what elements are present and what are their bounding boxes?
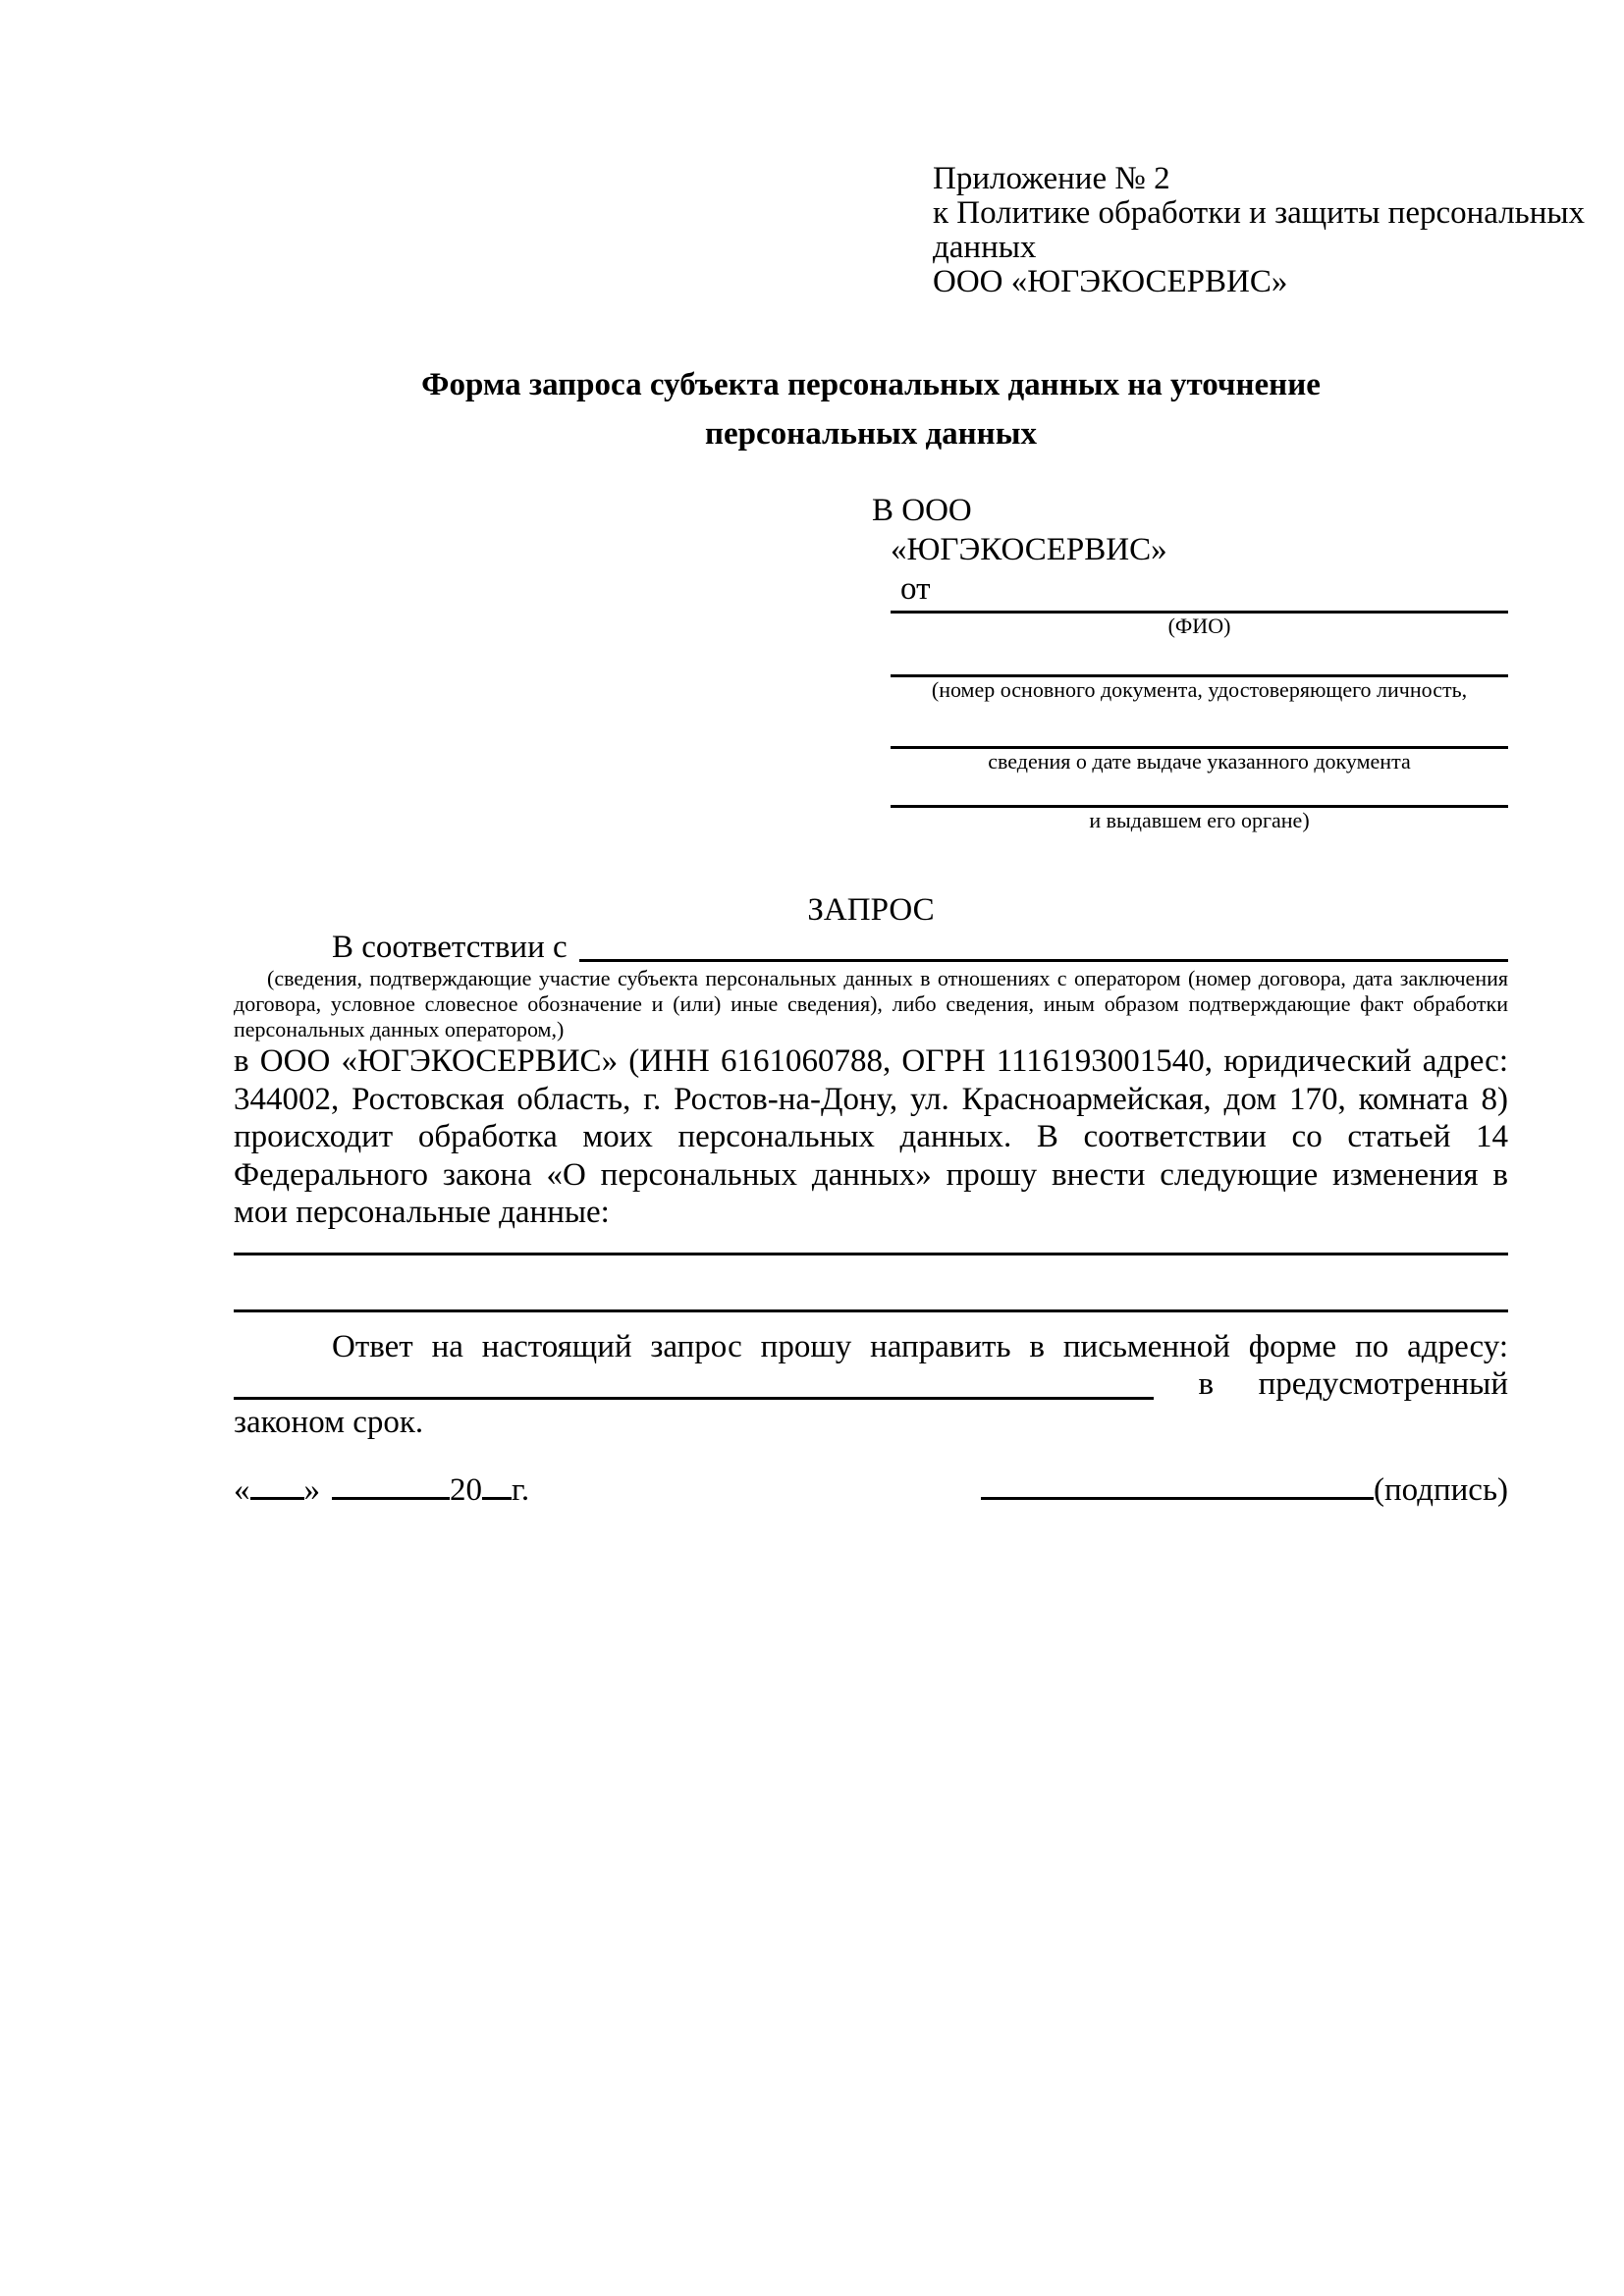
addressee-to-label: В ООО <box>872 493 972 528</box>
appendix-line-1: Приложение № 2 <box>933 161 1170 196</box>
issue-date-caption: сведения о дате выдаче указанного документа <box>988 749 1411 774</box>
date-year-suffix: г. <box>512 1472 530 1508</box>
basis-line <box>234 929 1508 966</box>
date-quote-open: « <box>234 1472 250 1508</box>
appendix-line-2: к Политике обработки и защиты персональных <box>933 195 1586 231</box>
date-field <box>234 1470 529 1510</box>
signature-blank-line <box>981 1489 1374 1500</box>
fio-caption: (ФИО) <box>1167 614 1231 638</box>
issue-date-blank-line <box>891 703 1508 749</box>
addressee-from-label: от <box>900 571 931 607</box>
reply-word-predusmotrennyi: предусмотренный <box>1258 1366 1508 1402</box>
reply-paragraph <box>234 1328 1508 1442</box>
document-number-caption: (номер основного документа, удостоверяющего личность, <box>931 677 1468 702</box>
date-signature-row <box>234 1470 1508 1510</box>
body-paragraph: в ООО «ЮГЭКОСЕРВИС» (ИНН 6161060788, ОГРН 1116193001540, юридический адрес: 344002, Ростовская область, г. Ростов-на-Дону, ул. Красноармейская, дом 170, комната 8) происходит обработка моих персональных данных. В соответствии со статьей 14 Федерального закона «О персональных данных» прошу внести следующие изменения в мои персональные данные: <box>234 1043 1508 1230</box>
signature-field <box>981 1470 1508 1510</box>
appendix-line-3: данных <box>933 230 1037 265</box>
addressee-block <box>872 491 1508 833</box>
reply-tail: законом срок. <box>234 1404 424 1440</box>
changes-blank-line-2 <box>234 1255 1508 1312</box>
date-day-blank-line <box>250 1489 304 1500</box>
issuing-authority-blank-line <box>891 774 1508 808</box>
issuing-authority-caption: и выдавшем его органе) <box>1089 808 1310 832</box>
appendix-header <box>933 161 1586 299</box>
address-blank-line <box>234 1367 1154 1400</box>
date-year-blank-line <box>482 1489 512 1500</box>
appendix-line-4: ООО «ЮГЭКОСЕРВИС» <box>933 264 1288 299</box>
addressee-fill-fields <box>891 609 1508 833</box>
reply-word-v: в <box>1198 1366 1215 1402</box>
document-number-blank-line <box>891 639 1508 677</box>
document-title: Форма запроса субъекта персональных данных на уточнение персональных данных <box>421 367 1321 452</box>
changes-blank-line-1 <box>234 1232 1508 1255</box>
date-year-prefix: 20 <box>450 1472 482 1508</box>
request-heading: ЗАПРОС <box>807 892 935 928</box>
basis-prefix: В соответствии с <box>332 930 568 965</box>
reply-address-line <box>234 1365 1508 1404</box>
signature-caption: (подпись) <box>1374 1472 1508 1508</box>
basis-blank-line <box>579 930 1508 962</box>
addressee-company-name: «ЮГЭКОСЕРВИС» <box>891 532 1167 567</box>
basis-footnote: (сведения, подтверждающие участие субъекта персональных данных в отношениях с оператором (номер договора, дата заключения договора, условное словесное обозначение и (или) иные сведения), либо сведения, иным образом подтверждающие факт обработки персональных данных оператором,) <box>234 966 1508 1041</box>
date-month-blank-line <box>332 1489 450 1500</box>
reply-intro: Ответ на настоящий запрос прошу направить в письменной форме по адресу: <box>332 1328 1508 1364</box>
date-quote-close: » <box>303 1472 320 1508</box>
